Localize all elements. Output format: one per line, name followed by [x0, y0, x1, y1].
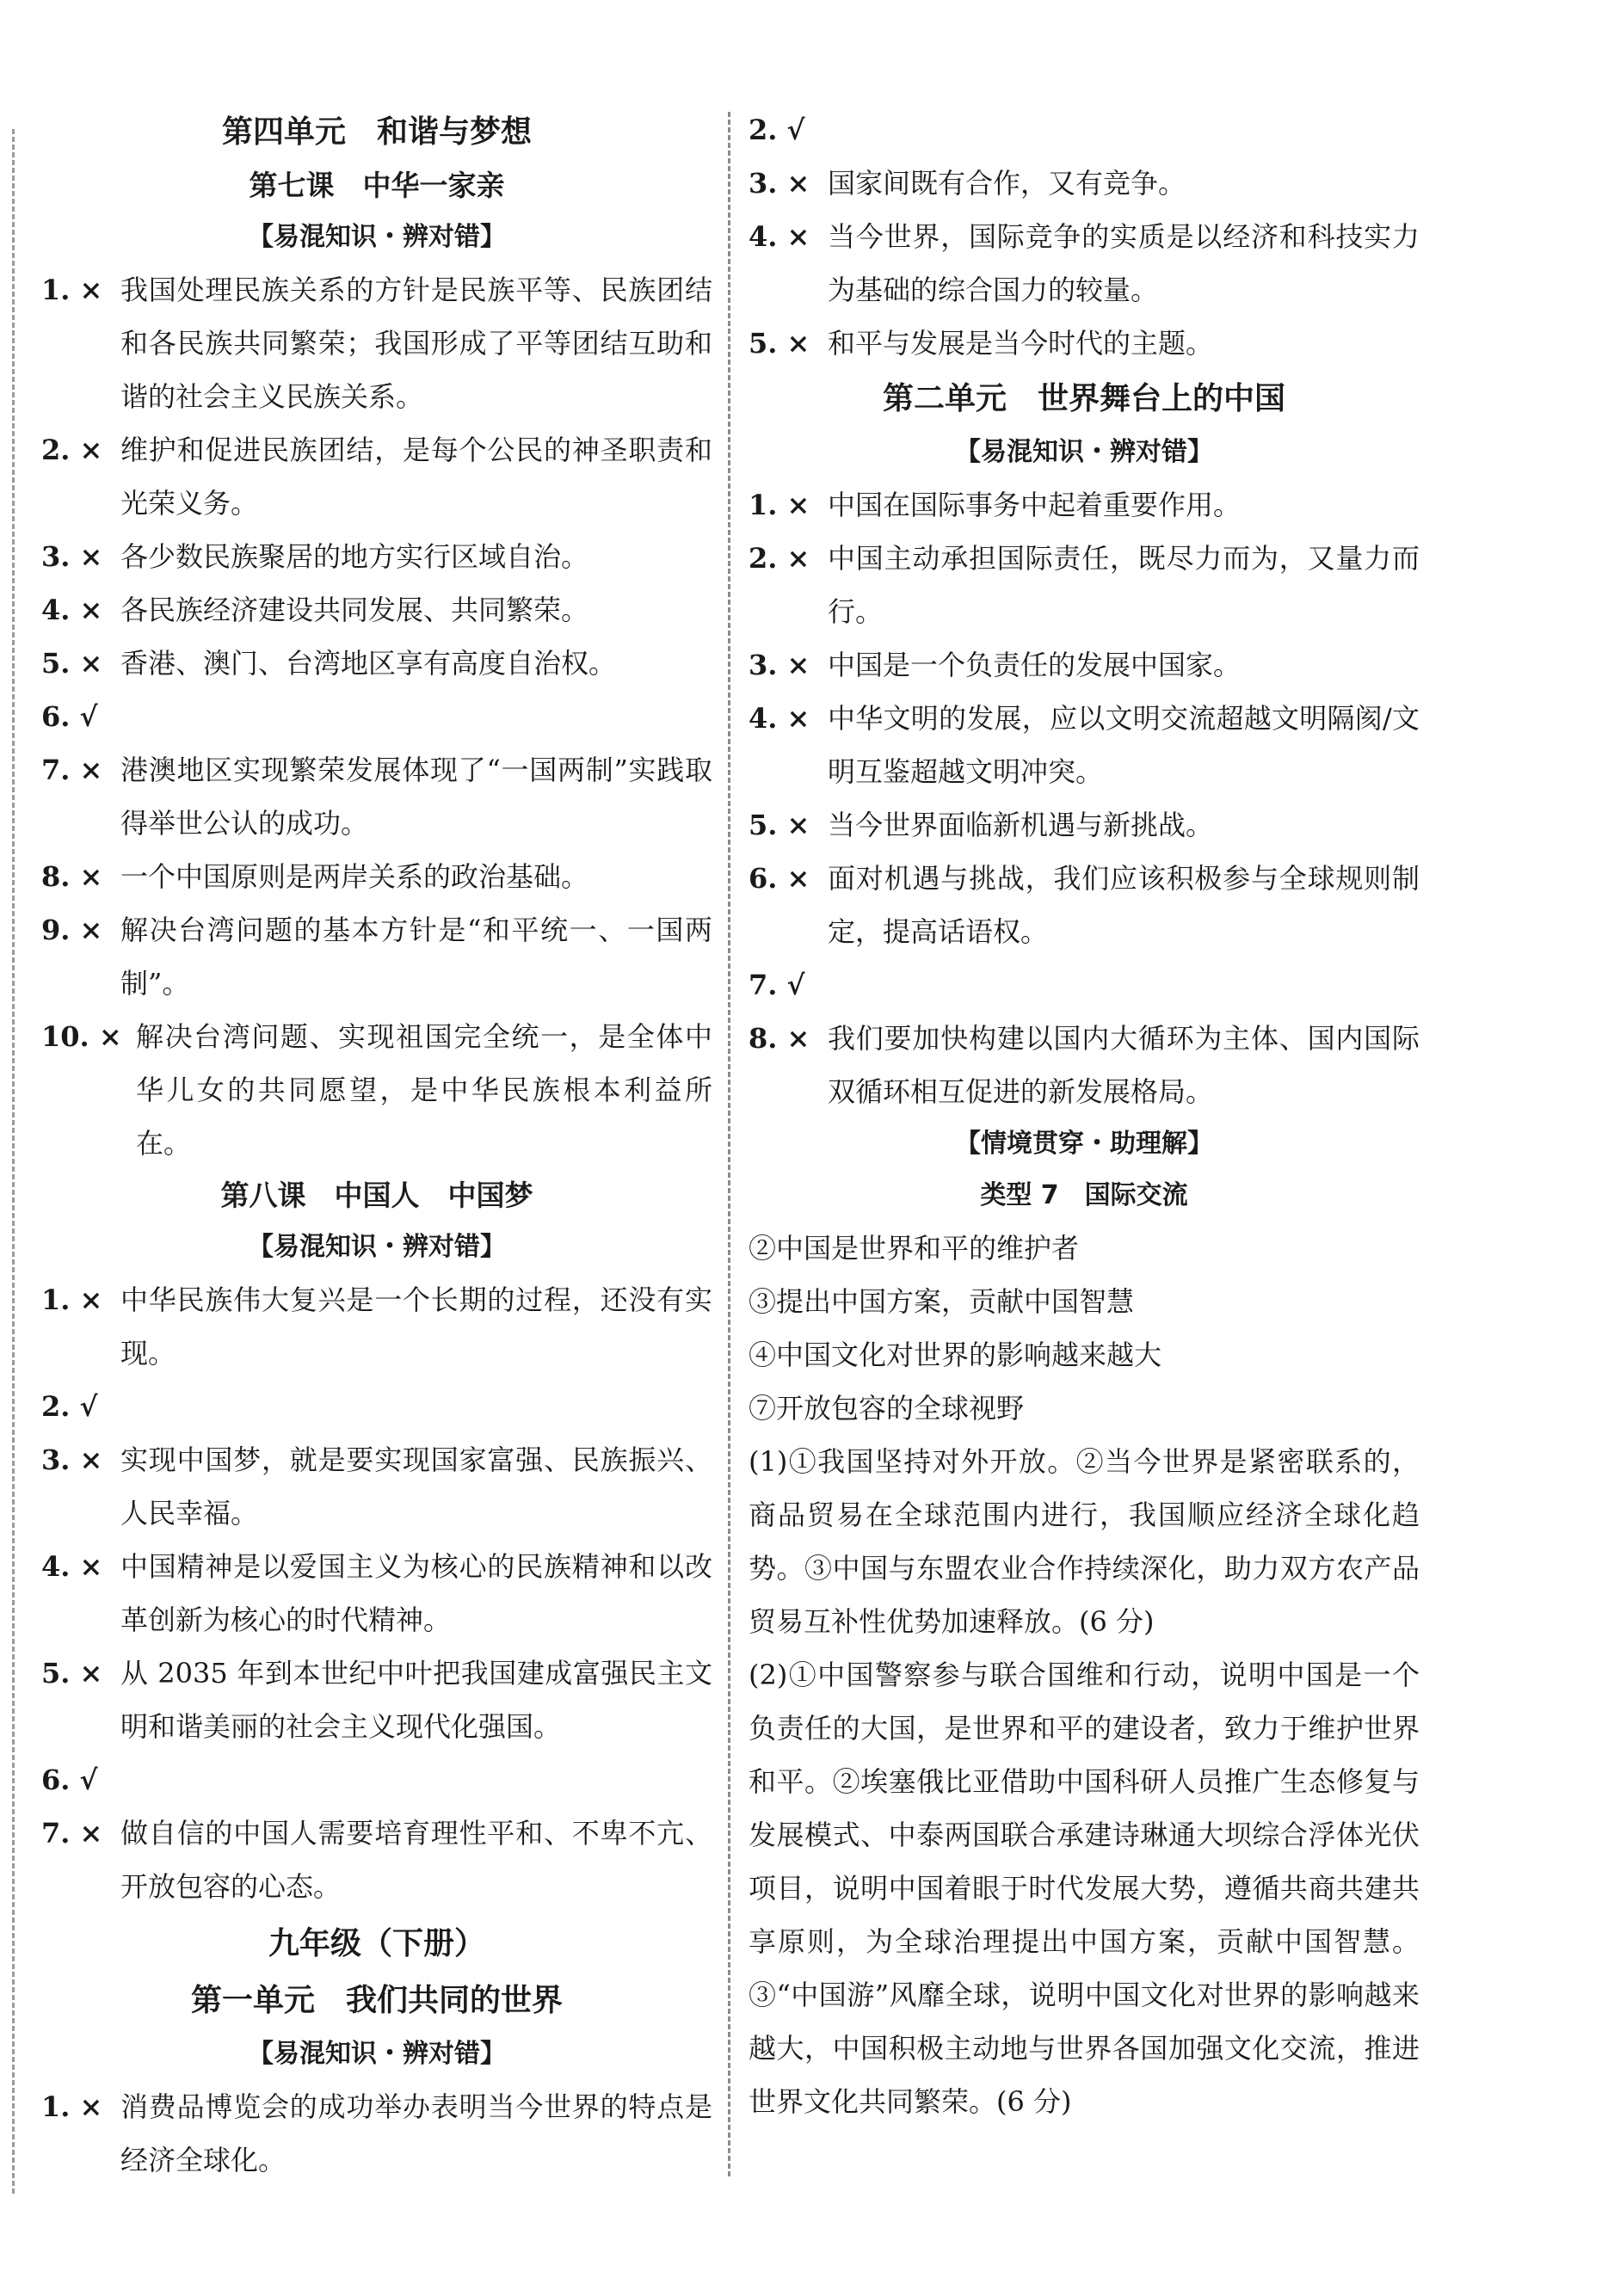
list-item	[749, 638, 1420, 692]
answer-line: ④中国文化对世界的影响越来越大	[749, 1339, 1162, 1371]
list-item	[41, 1010, 712, 1170]
item-number: 6. ×	[749, 862, 810, 895]
unit2-title: 第二单元 世界舞台上的中国	[882, 381, 1285, 416]
unit2-section-label: 【易混知识・辨对错】	[955, 437, 1213, 467]
item-text: 我国处理民族关系的方针是民族平等、民族团结和各民族共同繁荣；我国形成了平等团结互助和谐的社会主义民族关系。	[120, 274, 712, 413]
item-number: 4. ×	[749, 220, 810, 253]
item-number: 2. ×	[749, 542, 810, 575]
item-text: 实现中国梦，就是要实现国家富强、民族振兴、人民幸福。	[120, 1443, 712, 1530]
list-item	[749, 103, 1420, 157]
item-number: 4. ×	[41, 1550, 103, 1583]
question-2-answer: (2)①中国警察参与联合国维和行动，说明中国是一个负责任的大国，是世界和平的建设者，致力于维护世界和平。②埃塞俄比亚借助中国科研人员推广生态修复与发展模式、中泰两国联合承建诗琳通大坝综合浮体光伏项目，说明中国着眼于时代发展大势，遵循共商共建共享原则，为全球治理提出中国方案，贡献中国智慧。③“中国游”风靡全球，说明中国文化对世界的影响越来越大，中国积极主动地与世界各国加强文化交流，推进世界文化共同繁荣。(6 分)	[749, 1659, 1420, 2118]
list-item	[41, 1807, 712, 1913]
item-text	[120, 690, 712, 743]
item-text: 各民族经济建设共同发展、共同繁荣。	[120, 594, 589, 626]
list-item	[749, 1012, 1420, 1118]
lesson8-section-label: 【易混知识・辨对错】	[248, 1232, 506, 1262]
situation-section-label: 【情境贯穿・助理解】	[955, 1129, 1213, 1159]
answer-line: ⑦开放包容的全球视野	[749, 1392, 1025, 1425]
lesson7-list	[41, 263, 712, 1170]
list-item	[41, 263, 712, 423]
list-item	[41, 530, 712, 583]
answer-line: ③提出中国方案，贡献中国智慧	[749, 1285, 1135, 1318]
item-number: 6. √	[41, 1764, 98, 1796]
item-text	[828, 103, 1420, 157]
answers-list	[749, 1222, 1420, 1435]
item-text: 和平与发展是当今时代的主题。	[828, 327, 1214, 360]
item-text: 我们要加快构建以国内大循环为主体、国内国际双循环相互促进的新发展格局。	[828, 1022, 1420, 1108]
item-number: 1. ×	[41, 2090, 103, 2123]
item-number: 4. ×	[749, 702, 810, 735]
list-item	[41, 637, 712, 690]
list-item	[41, 583, 712, 637]
item-text: 解决台湾问题、实现祖国完全统一，是全体中华儿女的共同愿望，是中华民族根本利益所在。	[136, 1020, 712, 1160]
item-number: 5. ×	[749, 327, 810, 360]
list-item	[749, 692, 1420, 798]
item-number: 5. ×	[41, 647, 103, 680]
item-number: 3. ×	[749, 167, 810, 200]
item-number: 3. ×	[41, 1443, 103, 1476]
unit2-list	[749, 478, 1420, 1118]
list-item	[41, 1380, 712, 1433]
item-text	[828, 958, 1420, 1012]
item-number: 1. ×	[41, 1283, 103, 1316]
list-item	[749, 798, 1420, 852]
item-number: 6. √	[41, 700, 98, 733]
left-column	[41, 103, 712, 2187]
item-number: 7. ×	[41, 1817, 103, 1850]
item-number: 10. ×	[41, 1020, 122, 1053]
item-text: 一个中国原则是两岸关系的政治基础。	[120, 860, 589, 893]
item-number: 7. √	[749, 969, 805, 1001]
item-text: 当今世界面临新机遇与新挑战。	[828, 809, 1214, 841]
item-text: 国家间既有合作，又有竞争。	[828, 167, 1186, 200]
column-divider	[728, 112, 730, 2176]
item-text: 从 2035 年到本世纪中叶把我国建成富强民主文明和谐美丽的社会主义现代化强国。	[120, 1657, 712, 1743]
item-text: 中国主动承担国际责任，既尽力而为，又量力而行。	[828, 542, 1420, 628]
item-number: 4. ×	[41, 594, 103, 626]
list-item	[749, 532, 1420, 638]
item-text	[120, 1753, 712, 1807]
item-text: 中国精神是以爱国主义为核心的民族精神和以改革创新为核心的时代精神。	[120, 1550, 712, 1636]
item-text: 中国在国际事务中起着重要作用。	[828, 489, 1242, 521]
lesson7-title: 第七课 中华一家亲	[249, 169, 505, 202]
list-item	[41, 850, 712, 903]
list-item	[41, 743, 712, 850]
list-item	[749, 852, 1420, 958]
item-text: 面对机遇与挑战，我们应该积极参与全球规则制定，提高话语权。	[828, 862, 1420, 948]
list-item	[749, 478, 1420, 532]
list-item	[41, 1540, 712, 1647]
list-item	[749, 210, 1420, 317]
item-text: 中华文明的发展，应以文明交流超越文明隔阂/文明互鉴超越文明冲突。	[828, 702, 1420, 788]
item-number: 8. ×	[41, 860, 103, 893]
unit4-title: 第四单元 和谐与梦想	[221, 114, 532, 150]
list-item	[41, 1647, 712, 1753]
list-item	[749, 958, 1420, 1012]
item-text: 当今世界，国际竞争的实质是以经济和科技实力为基础的综合国力的较量。	[828, 220, 1420, 306]
item-text: 做自信的中国人需要培育理性平和、不卑不亢、开放包容的心态。	[120, 1817, 712, 1903]
item-text: 中国是一个负责任的发展中国家。	[828, 649, 1242, 681]
item-text: 港澳地区实现繁荣发展体现了“一国两制”实践取得举世公认的成功。	[120, 754, 712, 840]
right-column	[749, 103, 1420, 2128]
item-number: 9. ×	[41, 914, 103, 946]
item-number: 8. ×	[749, 1022, 810, 1055]
grade-title: 九年级（下册）	[268, 1926, 485, 1961]
list-item	[41, 690, 712, 743]
left-margin-divider	[12, 129, 15, 2194]
answer-line: ②中国是世界和平的维护者	[749, 1232, 1080, 1265]
item-text: 消费品博览会的成功举办表明当今世界的特点是经济全球化。	[120, 2090, 712, 2176]
list-item	[749, 157, 1420, 210]
unit1-list-right	[749, 103, 1420, 370]
question-1-answer: (1)①我国坚持对外开放。②当今世界是紧密联系的，商品贸易在全球范围内进行，我国顺应经济全球化趋势。③中国与东盟农业合作持续深化，助力双方农产品贸易互补性优势加速释放。(6 分)	[749, 1445, 1420, 1638]
item-text: 各少数民族聚居的地方实行区域自治。	[120, 540, 589, 573]
item-number: 5. ×	[41, 1657, 103, 1690]
item-number: 2. √	[41, 1390, 98, 1423]
unit1-list-left	[41, 2080, 712, 2187]
item-number: 7. ×	[41, 754, 103, 786]
unit1-title: 第一单元 我们共同的世界	[190, 1983, 563, 2018]
unit1-section-label: 【易混知识・辨对错】	[248, 2039, 506, 2069]
item-number: 1. ×	[749, 489, 810, 521]
type-title: 类型 7 国际交流	[980, 1180, 1188, 1210]
item-number: 5. ×	[749, 809, 810, 841]
lesson8-list	[41, 1273, 712, 1913]
item-text: 维护和促进民族团结，是每个公民的神圣职责和光荣义务。	[120, 434, 712, 520]
list-item	[41, 423, 712, 530]
item-text	[120, 1380, 712, 1433]
item-number: 1. ×	[41, 274, 103, 306]
list-item	[41, 1433, 712, 1540]
item-text: 香港、澳门、台湾地区享有高度自治权。	[120, 647, 617, 680]
list-item	[41, 903, 712, 1010]
item-number: 3. ×	[41, 540, 103, 573]
item-number: 2. √	[749, 114, 805, 146]
list-item	[41, 1753, 712, 1807]
lesson7-section-label: 【易混知识・辨对错】	[248, 222, 506, 252]
list-item	[41, 2080, 712, 2187]
item-number: 3. ×	[749, 649, 810, 681]
item-text: 解决台湾问题的基本方针是“和平统一、一国两制”。	[120, 914, 712, 1000]
list-item	[749, 317, 1420, 370]
lesson8-title: 第八课 中国人 中国梦	[220, 1179, 533, 1212]
item-text: 中华民族伟大复兴是一个长期的过程，还没有实现。	[120, 1283, 712, 1370]
item-number: 2. ×	[41, 434, 103, 466]
list-item	[41, 1273, 712, 1380]
